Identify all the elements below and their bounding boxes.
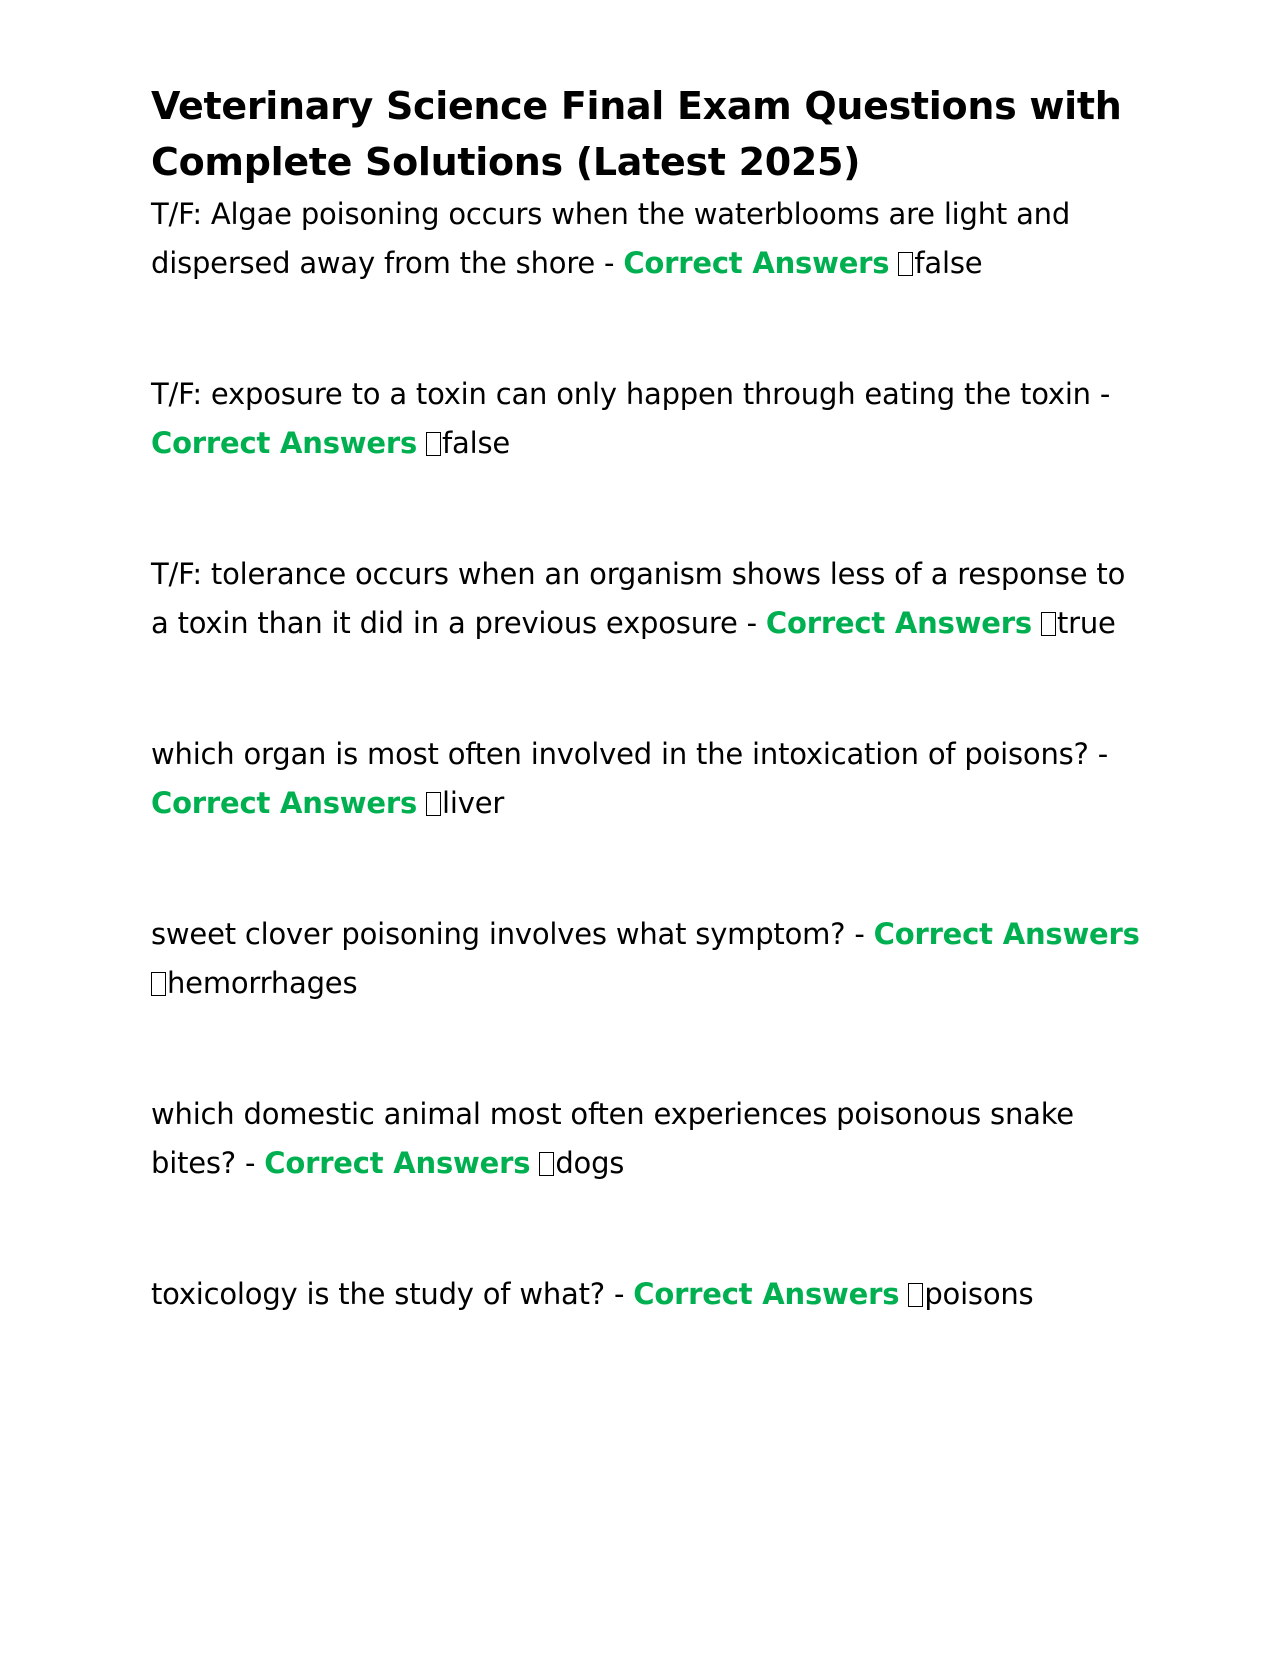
document-title: Veterinary Science Final Exam Questions with Complete Solutions (Latest 2025) — [151, 84, 1122, 184]
question-text: which domestic animal most often experiences poisonous snake bites? - — [151, 1097, 1074, 1180]
answer-text: true — [1056, 606, 1116, 640]
qa-item-6 — [151, 1090, 1141, 1188]
correct-answers-label: Correct Answers — [264, 1146, 531, 1180]
question-text: sweet clover poisoning involves what symptom? - — [151, 917, 874, 951]
correct-answers-label: Correct Answers — [765, 606, 1032, 640]
question-text: T/F: Algae poisoning occurs when the waterblooms are light and dispersed away from the shore - — [151, 197, 1071, 280]
qa-item-5 — [151, 910, 1141, 1008]
missing-glyph-icon — [426, 432, 441, 456]
answer-text: liver — [442, 786, 505, 820]
answer-text: hemorrhages — [167, 966, 358, 1000]
correct-answers-label: Correct Answers — [151, 426, 418, 460]
question-text: which organ is most often involved in the intoxication of poisons? - — [151, 737, 1109, 771]
qa-item-4 — [151, 730, 1141, 828]
qa-item-7 — [151, 1270, 1141, 1319]
correct-answers-label: Correct Answers — [873, 917, 1140, 951]
answer-text: false — [442, 426, 511, 460]
question-text: T/F: tolerance occurs when an organism shows less of a response to a toxin than it did in a previous exposure - — [151, 557, 1126, 640]
question-text: T/F: exposure to a toxin can only happen through eating the toxin - — [151, 377, 1111, 411]
missing-glyph-icon — [151, 972, 166, 996]
missing-glyph-icon — [1041, 612, 1056, 636]
missing-glyph-icon — [539, 1152, 554, 1176]
question-text: toxicology is the study of what? - — [151, 1277, 634, 1311]
missing-glyph-icon — [898, 252, 913, 276]
answer-text: poisons — [924, 1277, 1034, 1311]
answer-text: dogs — [555, 1146, 625, 1180]
correct-answers-label: Correct Answers — [151, 786, 418, 820]
qa-item-2 — [151, 370, 1141, 468]
correct-answers-label: Correct Answers — [633, 1277, 900, 1311]
document-page — [151, 78, 1141, 1401]
missing-glyph-icon — [908, 1283, 923, 1307]
correct-answers-label: Correct Answers — [623, 246, 890, 280]
qa-item-3 — [151, 550, 1141, 648]
answer-text: false — [914, 246, 983, 280]
qa-item-1 — [151, 190, 1141, 288]
missing-glyph-icon — [426, 792, 441, 816]
